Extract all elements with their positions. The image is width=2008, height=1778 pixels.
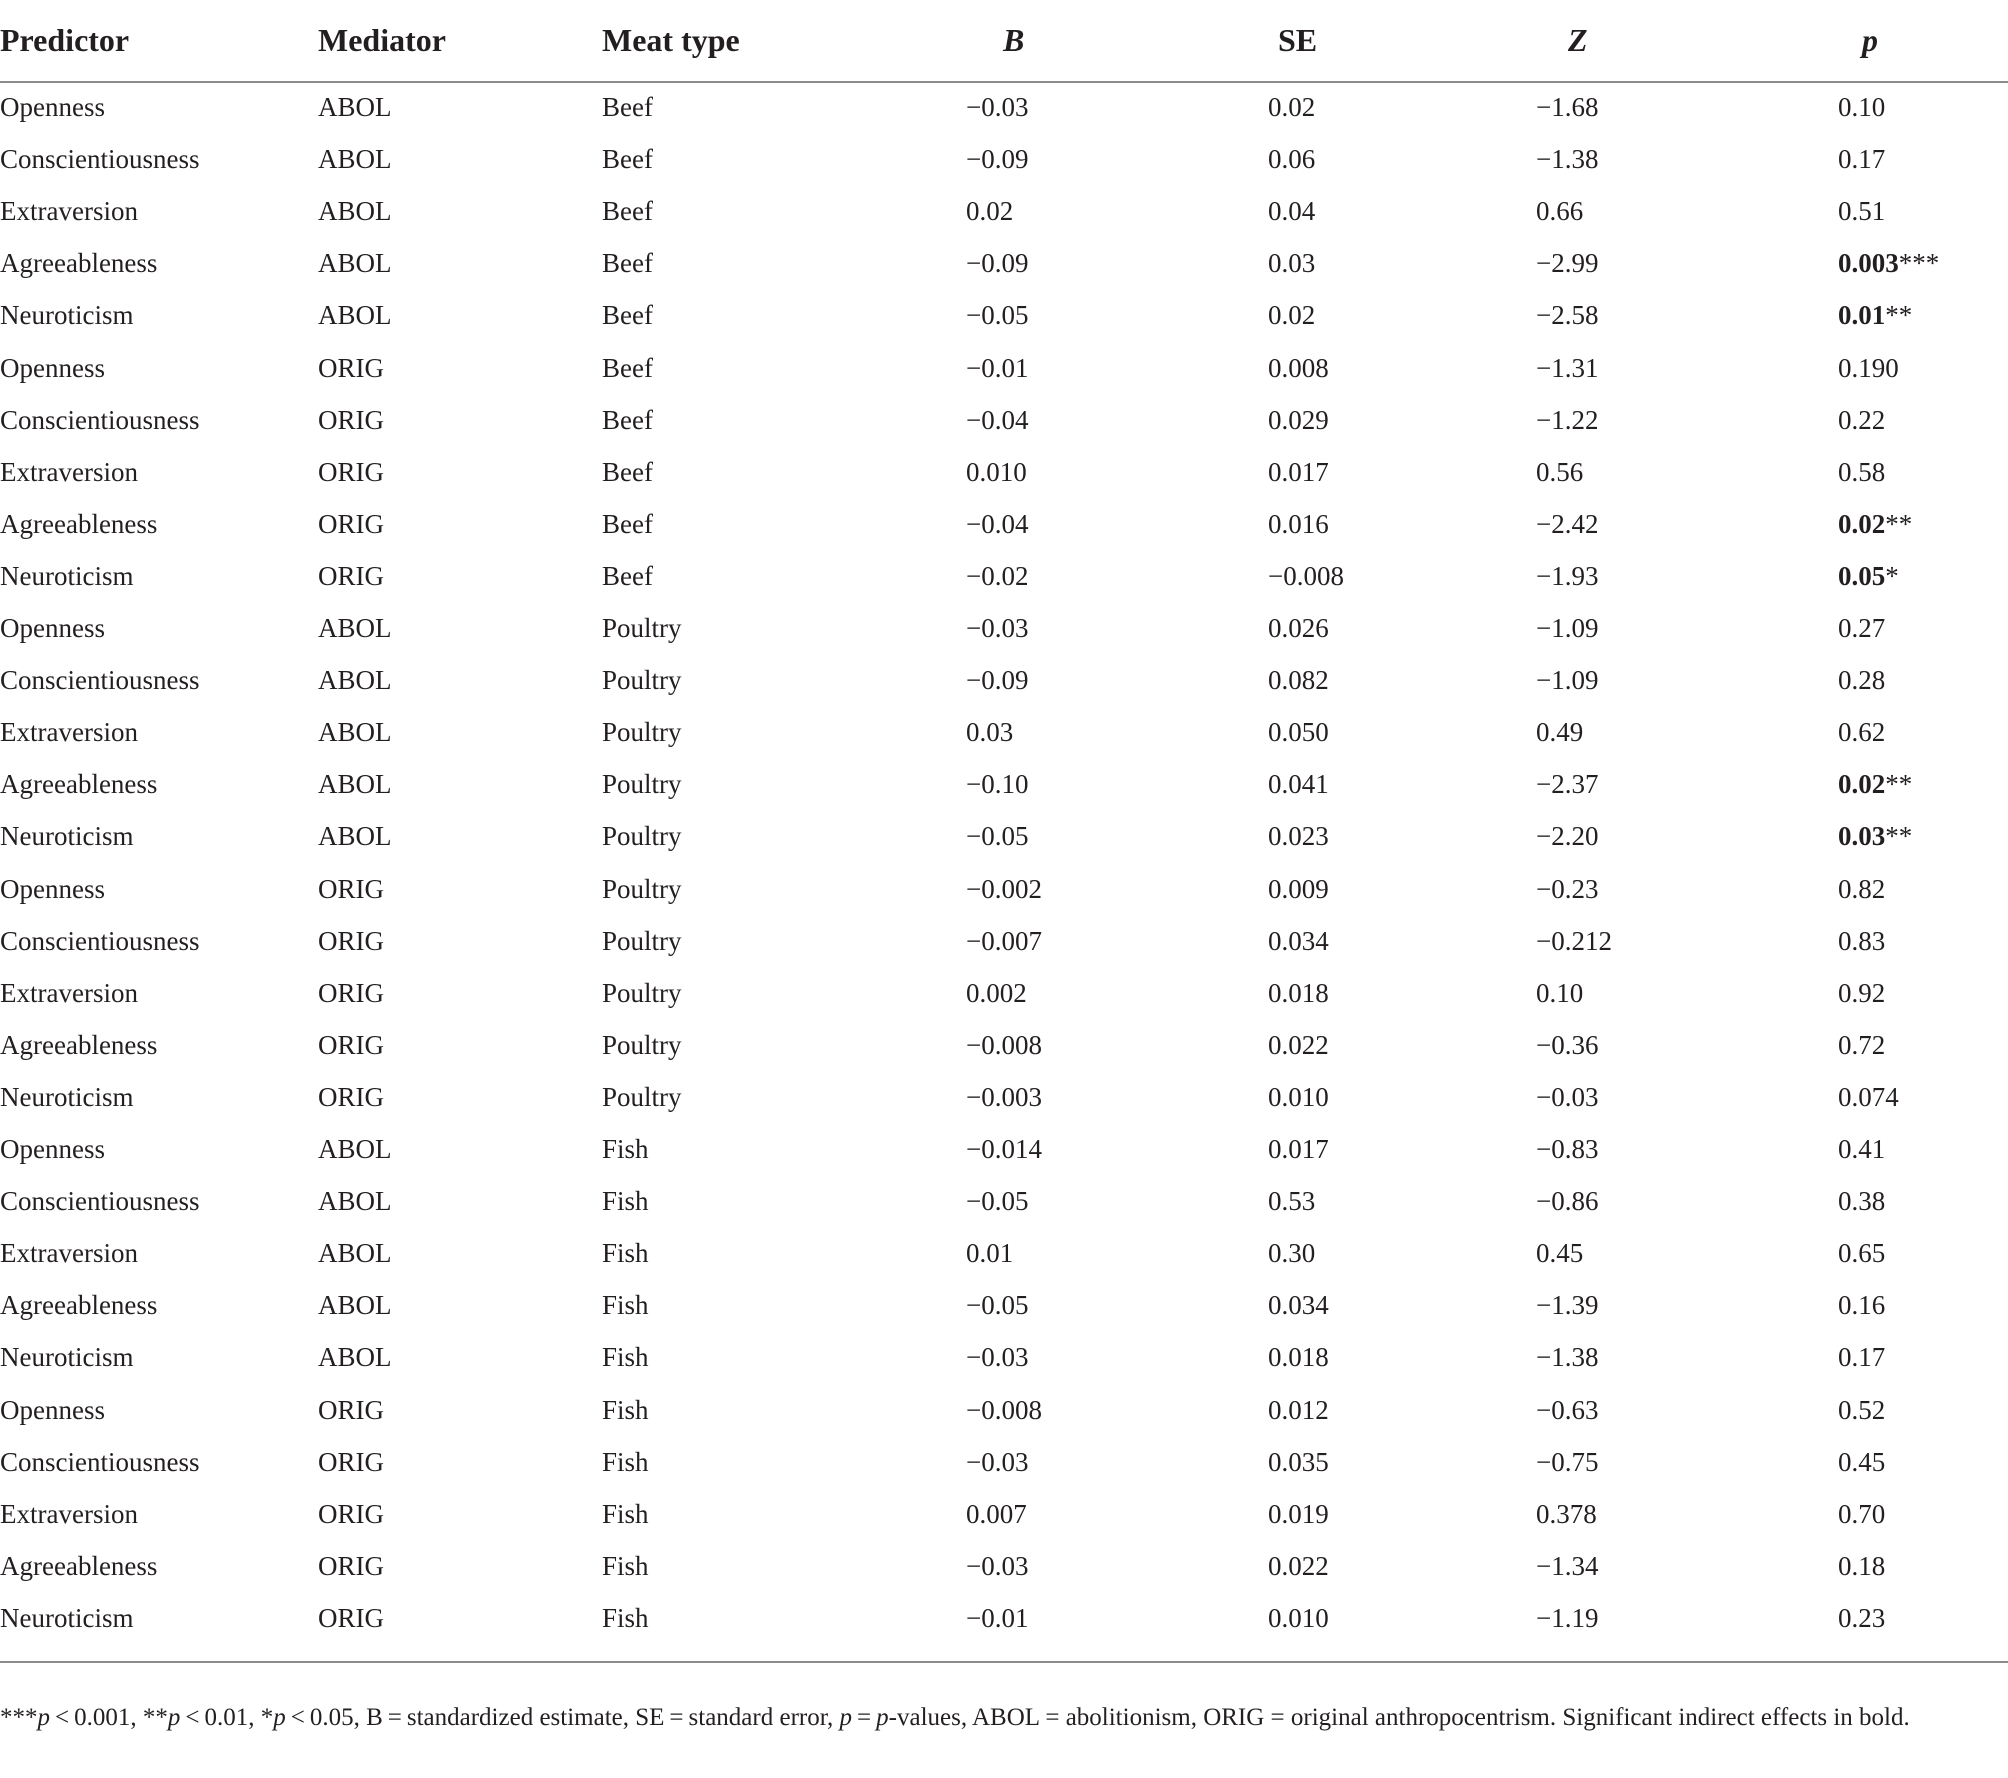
cell-se: 0.02	[1268, 300, 1316, 331]
cell-se: 0.018	[1268, 1342, 1329, 1373]
cell-z: −0.86	[1536, 1186, 1599, 1217]
cell-b: 0.03	[966, 717, 1014, 748]
cell-mediator: ORIG	[318, 352, 384, 383]
cell-mediator: ABOL	[318, 613, 392, 643]
table-row	[0, 1071, 2008, 1123]
table-row	[0, 1331, 2008, 1383]
cell-se: 0.009	[1268, 873, 1329, 904]
cell-z: −0.03	[1536, 1081, 1599, 1112]
cell-b: −0.014	[966, 1134, 1042, 1164]
header-meat-type: Meat type	[602, 22, 740, 58]
cell-predictor: Conscientiousness	[0, 1446, 200, 1477]
significance-stars: **	[1885, 300, 1913, 331]
p-value: 0.52	[1838, 1394, 1886, 1425]
cell-b: −0.09	[966, 144, 1029, 175]
cell-z: −1.19	[1536, 1602, 1599, 1633]
header-p: p	[1862, 22, 1878, 58]
p-value: 0.41	[1838, 1134, 1886, 1164]
cell-predictor: Extraversion	[0, 456, 138, 487]
cell-z: −2.20	[1536, 821, 1599, 852]
cell-predictor: Openness	[0, 873, 105, 904]
cell-meat-type: Fish	[602, 1602, 649, 1633]
table-row	[0, 289, 2008, 341]
cell-se: 0.008	[1268, 352, 1329, 383]
cell-b: −0.003	[966, 1081, 1042, 1112]
cell-b: −0.007	[966, 925, 1042, 956]
cell-meat-type: Poultry	[602, 873, 682, 904]
cell-meat-type: Beef	[602, 92, 653, 122]
cell-se: 0.02	[1268, 92, 1316, 122]
cell-b: 0.01	[966, 1238, 1014, 1269]
cell-p	[1838, 550, 1899, 602]
cell-predictor: Agreeableness	[0, 1290, 158, 1321]
p-value: 0.03	[1838, 821, 1886, 852]
cell-se: 0.53	[1268, 1186, 1316, 1217]
p-value: 0.72	[1838, 1029, 1886, 1060]
significance-stars: *	[1885, 560, 1899, 591]
cell-meat-type: Poultry	[602, 717, 682, 748]
cell-p	[1838, 81, 1885, 133]
p-value: 0.02	[1838, 769, 1886, 800]
cell-se: 0.050	[1268, 717, 1329, 748]
table-header-row	[0, 0, 2008, 58]
cell-z: −0.83	[1536, 1134, 1599, 1164]
cell-predictor: Extraversion	[0, 1498, 138, 1529]
cell-mediator: ORIG	[318, 925, 384, 956]
cell-se: 0.019	[1268, 1498, 1329, 1529]
p-value: 0.38	[1838, 1186, 1886, 1217]
significance-stars: **	[1885, 769, 1913, 800]
table-row	[0, 863, 2008, 915]
table-row	[0, 1592, 2008, 1644]
cell-p	[1838, 706, 1885, 758]
cell-se: 0.034	[1268, 925, 1329, 956]
cell-se: 0.035	[1268, 1446, 1329, 1477]
p-value: 0.51	[1838, 196, 1886, 227]
cell-b: −0.04	[966, 404, 1029, 435]
p-value: 0.28	[1838, 665, 1886, 696]
cell-z: 0.66	[1536, 196, 1584, 227]
cell-mediator: ORIG	[318, 1029, 384, 1060]
p-value: 0.23	[1838, 1602, 1886, 1633]
p-value: 0.05	[1838, 560, 1886, 591]
cell-meat-type: Beef	[602, 196, 653, 227]
cell-meat-type: Fish	[602, 1134, 649, 1164]
cell-mediator: ABOL	[318, 1134, 392, 1164]
cell-mediator: ABOL	[318, 717, 392, 748]
table-row	[0, 446, 2008, 498]
cell-predictor: Agreeableness	[0, 1029, 158, 1060]
p-value: 0.92	[1838, 977, 1886, 1008]
cell-mediator: ORIG	[318, 873, 384, 904]
cell-b: −0.05	[966, 821, 1029, 852]
cell-p	[1838, 446, 1885, 498]
cell-predictor: Agreeableness	[0, 508, 158, 539]
table-row	[0, 394, 2008, 446]
table-row	[0, 237, 2008, 289]
cell-z: −1.09	[1536, 613, 1599, 643]
p-value: 0.190	[1838, 352, 1899, 383]
cell-predictor: Agreeableness	[0, 248, 158, 279]
table-footnote: ***p < 0.001, **p < 0.01, *p < 0.05, B = standardized estimate, SE = standard error, p = p-values, ABOL = abolitionism, ORIG = original anthropocentrism. Significant indirect effects in bold.	[0, 1704, 1910, 1731]
cell-meat-type: Beef	[602, 508, 653, 539]
cell-z: 0.49	[1536, 717, 1584, 748]
cell-p	[1838, 1331, 1885, 1383]
cell-z: −0.23	[1536, 873, 1599, 904]
cell-b: 0.007	[966, 1498, 1027, 1529]
cell-p	[1838, 1123, 1885, 1175]
cell-z: −0.75	[1536, 1446, 1599, 1477]
cell-se: 0.041	[1268, 769, 1329, 800]
cell-mediator: ABOL	[318, 1186, 392, 1217]
cell-z: −1.38	[1536, 1342, 1599, 1373]
cell-z: −1.34	[1536, 1550, 1599, 1581]
cell-meat-type: Poultry	[602, 665, 682, 696]
cell-p	[1838, 237, 1939, 289]
cell-p	[1838, 810, 1912, 862]
p-value: 0.58	[1838, 456, 1886, 487]
cell-z: −2.37	[1536, 769, 1599, 800]
cell-meat-type: Fish	[602, 1498, 649, 1529]
cell-predictor: Conscientiousness	[0, 665, 200, 696]
p-value: 0.45	[1838, 1446, 1886, 1477]
table-row	[0, 758, 2008, 810]
cell-b: −0.02	[966, 560, 1029, 591]
table-row	[0, 810, 2008, 862]
p-value: 0.10	[1838, 92, 1886, 122]
cell-b: −0.03	[966, 1446, 1029, 1477]
cell-p	[1838, 967, 1885, 1019]
cell-z: −1.09	[1536, 665, 1599, 696]
cell-meat-type: Poultry	[602, 1081, 682, 1112]
cell-b: −0.002	[966, 873, 1042, 904]
cell-z: 0.10	[1536, 977, 1584, 1008]
cell-predictor: Extraversion	[0, 196, 138, 227]
cell-mediator: ORIG	[318, 1602, 384, 1633]
cell-mediator: ABOL	[318, 1290, 392, 1321]
cell-predictor: Extraversion	[0, 977, 138, 1008]
cell-predictor: Neuroticism	[0, 1342, 134, 1373]
cell-meat-type: Beef	[602, 248, 653, 279]
p-value: 0.003	[1838, 248, 1899, 279]
cell-mediator: ABOL	[318, 1342, 392, 1373]
cell-predictor: Conscientiousness	[0, 1186, 200, 1217]
table-row	[0, 706, 2008, 758]
table-row	[0, 1488, 2008, 1540]
p-value: 0.82	[1838, 873, 1886, 904]
cell-predictor: Openness	[0, 1394, 105, 1425]
table-row	[0, 1019, 2008, 1071]
table-row	[0, 185, 2008, 237]
cell-predictor: Neuroticism	[0, 560, 134, 591]
cell-meat-type: Fish	[602, 1446, 649, 1477]
table-row	[0, 915, 2008, 967]
cell-predictor: Neuroticism	[0, 1602, 134, 1633]
cell-mediator: ABOL	[318, 196, 392, 227]
p-value: 0.02	[1838, 508, 1886, 539]
cell-b: −0.09	[966, 248, 1029, 279]
cell-se: 0.017	[1268, 1134, 1329, 1164]
cell-b: −0.03	[966, 92, 1029, 122]
cell-p	[1838, 863, 1885, 915]
cell-p	[1838, 1384, 1885, 1436]
cell-mediator: ABOL	[318, 248, 392, 279]
p-value: 0.17	[1838, 144, 1886, 175]
cell-p	[1838, 1488, 1885, 1540]
cell-z: −1.38	[1536, 144, 1599, 175]
cell-predictor: Conscientiousness	[0, 144, 200, 175]
cell-meat-type: Poultry	[602, 821, 682, 852]
table-row	[0, 967, 2008, 1019]
p-value: 0.18	[1838, 1550, 1886, 1581]
cell-mediator: ORIG	[318, 977, 384, 1008]
cell-mediator: ORIG	[318, 1081, 384, 1112]
cell-se: 0.010	[1268, 1081, 1329, 1112]
cell-p	[1838, 1592, 1885, 1644]
cell-b: −0.05	[966, 1290, 1029, 1321]
cell-mediator: ABOL	[318, 144, 392, 175]
header-z: Z	[1568, 22, 1588, 58]
cell-b: 0.002	[966, 977, 1027, 1008]
p-value: 0.27	[1838, 613, 1886, 643]
cell-p	[1838, 1436, 1885, 1488]
cell-p	[1838, 758, 1912, 810]
cell-b: −0.10	[966, 769, 1029, 800]
cell-mediator: ORIG	[318, 1550, 384, 1581]
significance-stars: **	[1885, 821, 1913, 852]
cell-predictor: Neuroticism	[0, 1081, 134, 1112]
cell-mediator: ABOL	[318, 769, 392, 800]
table-row	[0, 1384, 2008, 1436]
cell-p	[1838, 289, 1912, 341]
cell-p	[1838, 342, 1899, 394]
cell-meat-type: Poultry	[602, 769, 682, 800]
cell-mediator: ORIG	[318, 404, 384, 435]
cell-meat-type: Poultry	[602, 1029, 682, 1060]
cell-predictor: Extraversion	[0, 717, 138, 748]
cell-b: −0.03	[966, 1550, 1029, 1581]
p-value: 0.83	[1838, 925, 1886, 956]
p-value: 0.16	[1838, 1290, 1886, 1321]
cell-predictor: Conscientiousness	[0, 925, 200, 956]
cell-mediator: ORIG	[318, 456, 384, 487]
cell-b: −0.05	[966, 300, 1029, 331]
cell-b: −0.008	[966, 1394, 1042, 1425]
cell-se: 0.30	[1268, 1238, 1316, 1269]
table-row	[0, 550, 2008, 602]
cell-meat-type: Poultry	[602, 977, 682, 1008]
cell-mediator: ABOL	[318, 1238, 392, 1269]
cell-meat-type: Beef	[602, 144, 653, 175]
cell-se: −0.008	[1268, 560, 1344, 591]
cell-mediator: ABOL	[318, 92, 392, 122]
cell-b: 0.02	[966, 196, 1014, 227]
cell-meat-type: Poultry	[602, 925, 682, 956]
table-row	[0, 498, 2008, 550]
p-value: 0.22	[1838, 404, 1886, 435]
cell-b: 0.010	[966, 456, 1027, 487]
cell-predictor: Openness	[0, 613, 105, 643]
header-se: SE	[1278, 22, 1318, 58]
cell-b: −0.01	[966, 352, 1029, 383]
cell-p	[1838, 602, 1885, 654]
cell-meat-type: Beef	[602, 456, 653, 487]
cell-predictor: Neuroticism	[0, 300, 134, 331]
cell-meat-type: Fish	[602, 1394, 649, 1425]
table-row	[0, 602, 2008, 654]
cell-mediator: ORIG	[318, 508, 384, 539]
cell-predictor: Openness	[0, 352, 105, 383]
cell-predictor: Extraversion	[0, 1238, 138, 1269]
cell-se: 0.012	[1268, 1394, 1329, 1425]
cell-z: −2.58	[1536, 300, 1599, 331]
cell-se: 0.029	[1268, 404, 1329, 435]
p-value: 0.70	[1838, 1498, 1886, 1529]
cell-z: 0.378	[1536, 1498, 1597, 1529]
table-row	[0, 1279, 2008, 1331]
cell-se: 0.026	[1268, 613, 1329, 643]
cell-mediator: ORIG	[318, 1446, 384, 1477]
cell-predictor: Openness	[0, 1134, 105, 1164]
cell-meat-type: Fish	[602, 1238, 649, 1269]
cell-z: −2.42	[1536, 508, 1599, 539]
cell-mediator: ORIG	[318, 1498, 384, 1529]
cell-meat-type: Beef	[602, 352, 653, 383]
cell-b: −0.04	[966, 508, 1029, 539]
cell-meat-type: Fish	[602, 1290, 649, 1321]
cell-z: −1.93	[1536, 560, 1599, 591]
cell-p	[1838, 915, 1885, 967]
cell-meat-type: Fish	[602, 1342, 649, 1373]
table-row	[0, 1175, 2008, 1227]
cell-z: −0.63	[1536, 1394, 1599, 1425]
table-row	[0, 1436, 2008, 1488]
cell-meat-type: Beef	[602, 404, 653, 435]
header-predictor: Predictor	[0, 22, 130, 58]
cell-se: 0.022	[1268, 1029, 1329, 1060]
table-row	[0, 654, 2008, 706]
cell-meat-type: Poultry	[602, 613, 682, 643]
cell-z: −2.99	[1536, 248, 1599, 279]
cell-b: −0.03	[966, 1342, 1029, 1373]
cell-p	[1838, 1019, 1885, 1071]
p-value: 0.17	[1838, 1342, 1886, 1373]
cell-se: 0.06	[1268, 144, 1316, 175]
p-value: 0.65	[1838, 1238, 1886, 1269]
cell-mediator: ORIG	[318, 1394, 384, 1425]
cell-mediator: ABOL	[318, 300, 392, 331]
cell-meat-type: Beef	[602, 560, 653, 591]
cell-p	[1838, 133, 1885, 185]
cell-se: 0.023	[1268, 821, 1329, 852]
cell-se: 0.018	[1268, 977, 1329, 1008]
cell-se: 0.03	[1268, 248, 1316, 279]
cell-z: −0.36	[1536, 1029, 1599, 1060]
table-row	[0, 81, 2008, 133]
cell-predictor: Agreeableness	[0, 1550, 158, 1581]
table-row	[0, 133, 2008, 185]
cell-b: −0.01	[966, 1602, 1029, 1633]
cell-p	[1838, 1279, 1885, 1331]
table-row	[0, 342, 2008, 394]
cell-z: −1.39	[1536, 1290, 1599, 1321]
cell-p	[1838, 185, 1885, 237]
p-value: 0.62	[1838, 717, 1886, 748]
cell-p	[1838, 1540, 1885, 1592]
header-mediator: Mediator	[318, 22, 446, 58]
cell-se: 0.034	[1268, 1290, 1329, 1321]
cell-z: 0.56	[1536, 456, 1584, 487]
cell-p	[1838, 1175, 1885, 1227]
cell-z: 0.45	[1536, 1238, 1584, 1269]
cell-b: −0.008	[966, 1029, 1042, 1060]
header-b: B	[1003, 22, 1025, 58]
cell-b: −0.09	[966, 665, 1029, 696]
table-row	[0, 1123, 2008, 1175]
cell-p	[1838, 1227, 1885, 1279]
cell-se: 0.010	[1268, 1602, 1329, 1633]
cell-p	[1838, 654, 1885, 706]
cell-z: −1.68	[1536, 92, 1599, 122]
cell-p	[1838, 1071, 1899, 1123]
cell-predictor: Openness	[0, 92, 105, 122]
cell-b: −0.05	[966, 1186, 1029, 1217]
cell-se: 0.04	[1268, 196, 1316, 227]
cell-z: −1.31	[1536, 352, 1599, 383]
significance-stars: **	[1885, 508, 1913, 539]
bottom-rule	[0, 1661, 2008, 1663]
table-row	[0, 1540, 2008, 1592]
cell-p	[1838, 498, 1912, 550]
cell-meat-type: Beef	[602, 300, 653, 331]
significance-stars: ***	[1898, 248, 1940, 279]
cell-mediator: ORIG	[318, 560, 384, 591]
cell-predictor: Conscientiousness	[0, 404, 200, 435]
cell-z: −0.212	[1536, 925, 1612, 956]
cell-se: 0.016	[1268, 508, 1329, 539]
table-row	[0, 1227, 2008, 1279]
cell-meat-type: Fish	[602, 1550, 649, 1581]
cell-predictor: Agreeableness	[0, 769, 158, 800]
cell-mediator: ABOL	[318, 665, 392, 696]
cell-se: 0.022	[1268, 1550, 1329, 1581]
cell-mediator: ABOL	[318, 821, 392, 852]
p-value: 0.074	[1838, 1081, 1899, 1112]
cell-se: 0.082	[1268, 665, 1329, 696]
p-value: 0.01	[1838, 300, 1886, 331]
cell-b: −0.03	[966, 613, 1029, 643]
cell-predictor: Neuroticism	[0, 821, 134, 852]
cell-p	[1838, 394, 1885, 446]
cell-se: 0.017	[1268, 456, 1329, 487]
cell-z: −1.22	[1536, 404, 1599, 435]
cell-meat-type: Fish	[602, 1186, 649, 1217]
